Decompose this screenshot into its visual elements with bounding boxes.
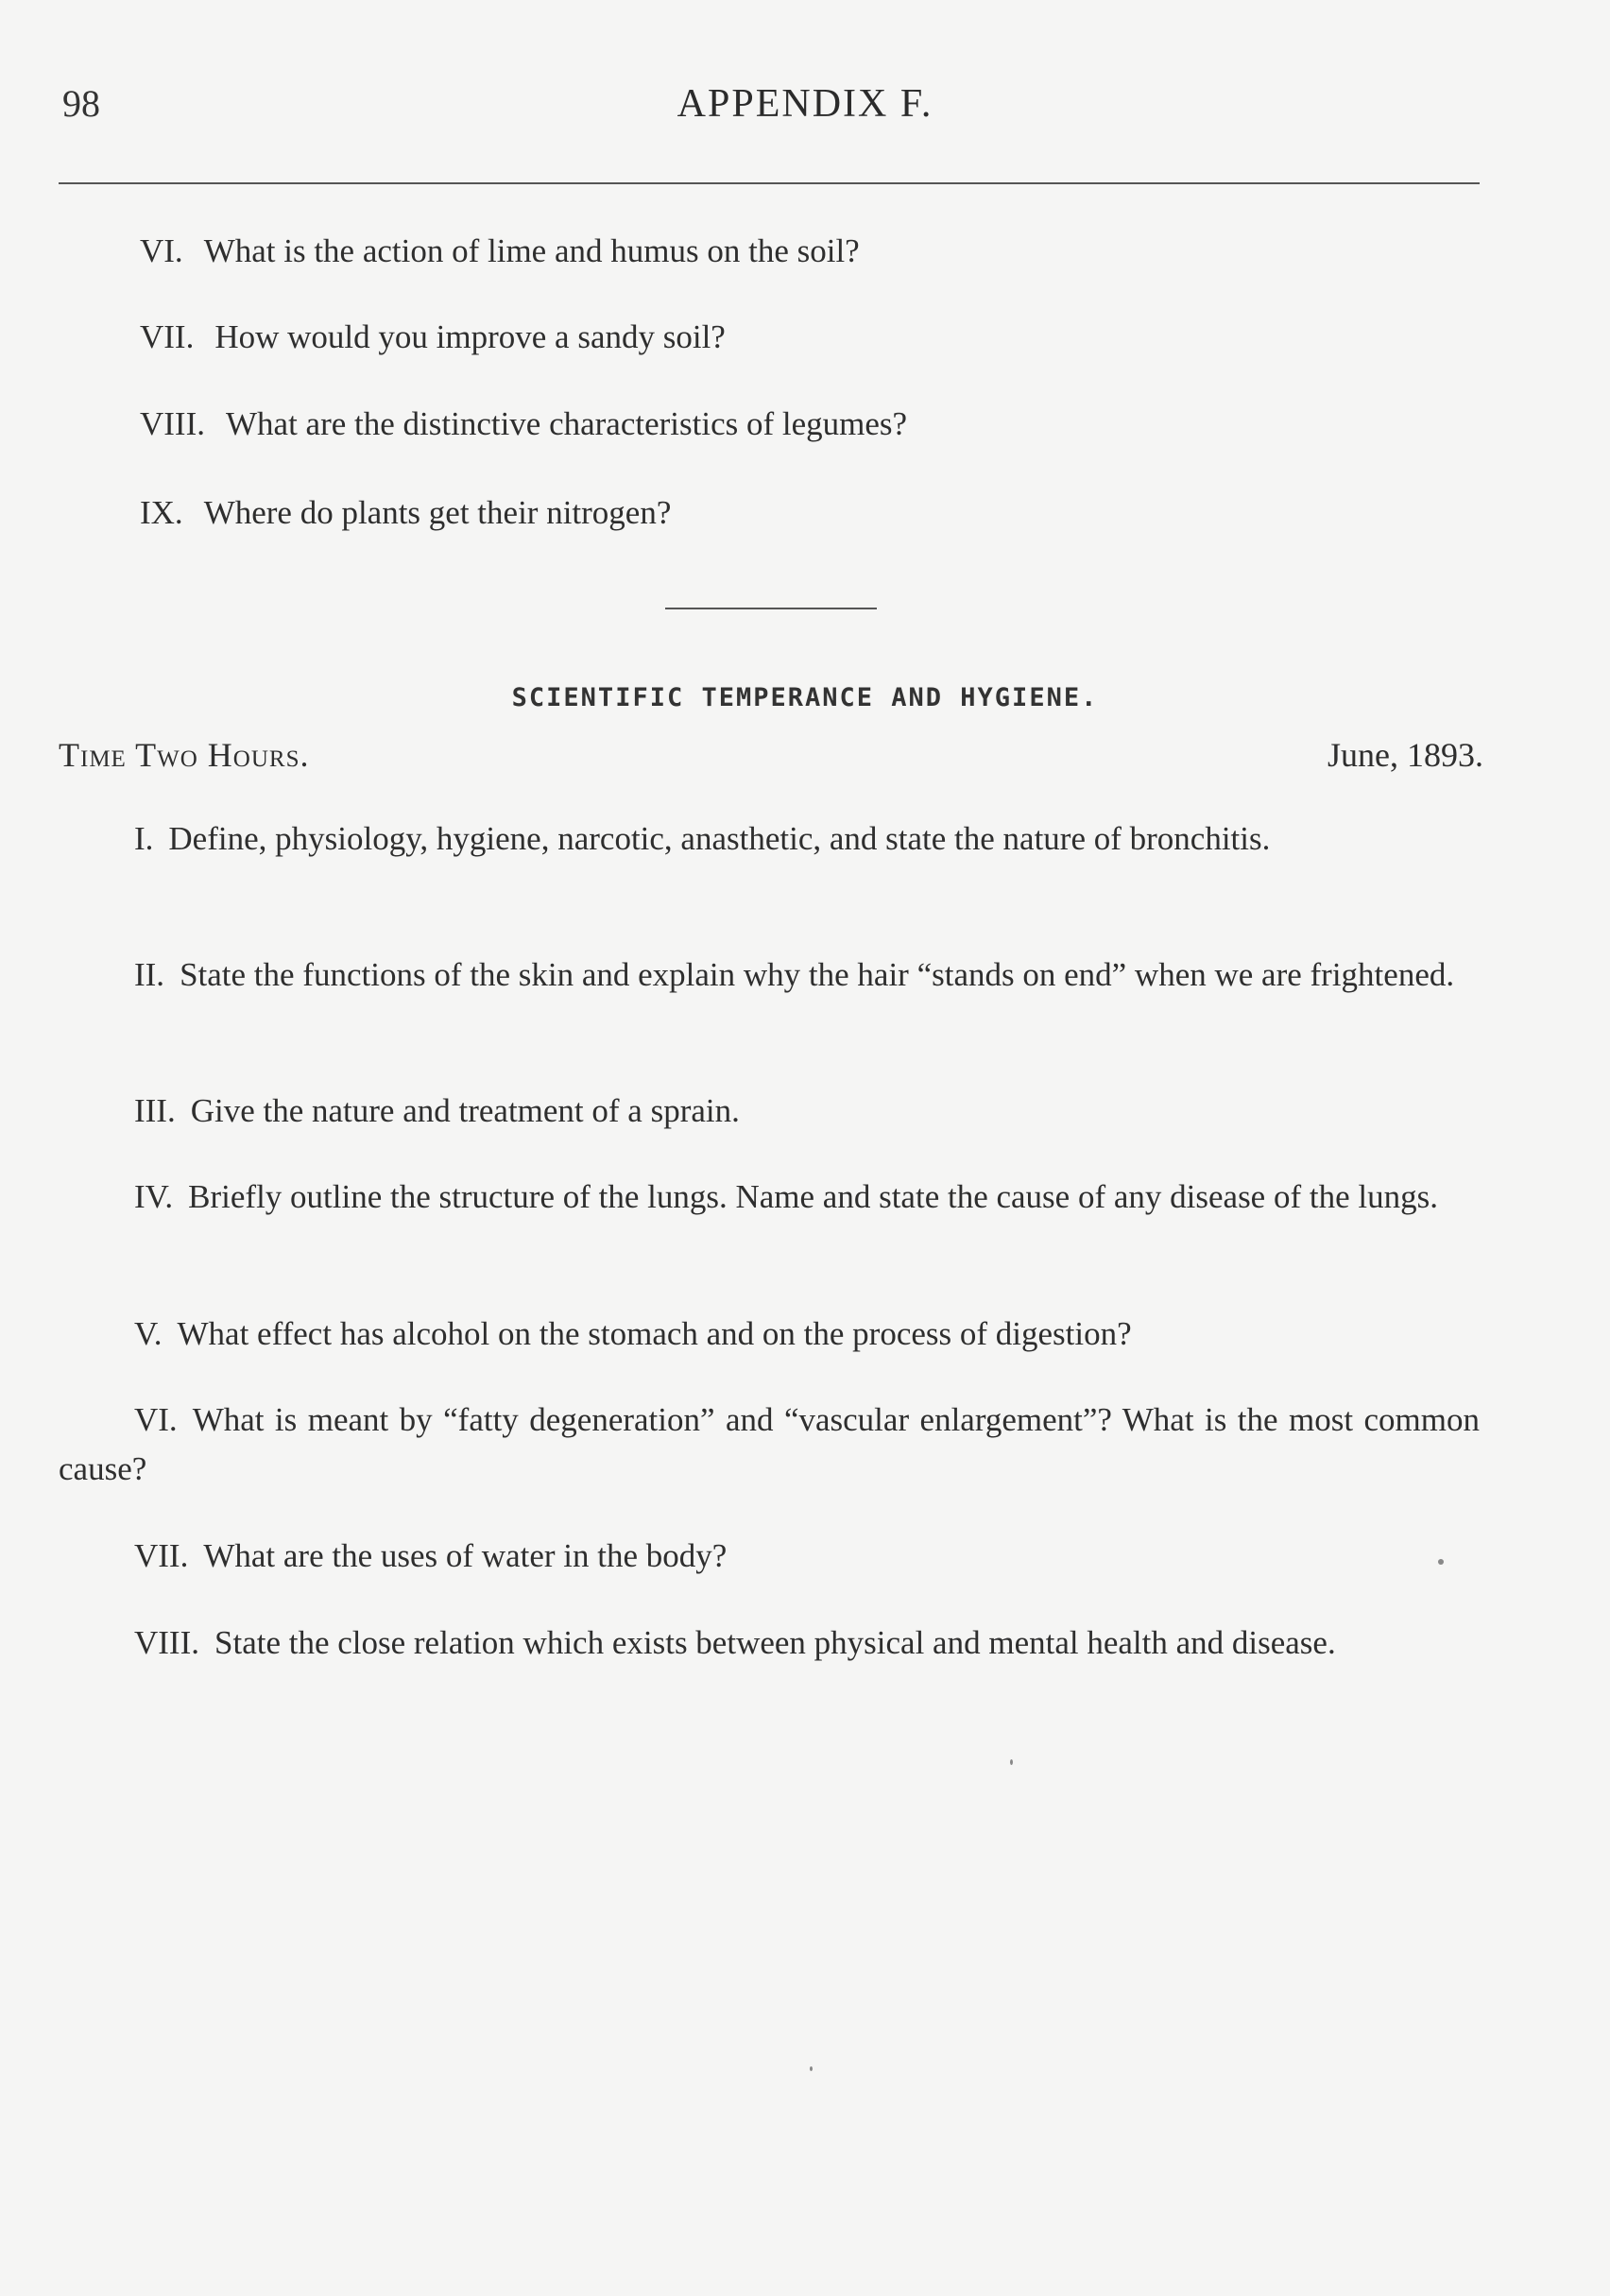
question-item xyxy=(59,1087,1480,1136)
question-number: VI. xyxy=(134,1401,178,1438)
ink-speck xyxy=(1438,1559,1444,1565)
ink-speck xyxy=(1010,1759,1013,1765)
question-item xyxy=(59,1310,1480,1359)
question-number: VIII. xyxy=(140,405,205,442)
question-text: How would you improve a sandy soil? xyxy=(214,318,726,355)
question-number: VII. xyxy=(140,318,195,355)
question-item xyxy=(140,488,671,538)
question-number: III. xyxy=(134,1092,176,1129)
question-text: Where do plants get their nitrogen? xyxy=(203,494,672,531)
question-item xyxy=(59,951,1480,1000)
question-text: Give the nature and treatment of a sprain. xyxy=(190,1092,740,1129)
question-number: II. xyxy=(134,956,165,993)
exam-duration: Time Two Hours. xyxy=(59,736,310,774)
question-item xyxy=(140,313,726,362)
question-item xyxy=(59,1396,1480,1494)
question-item xyxy=(140,227,860,276)
header-rule xyxy=(59,182,1480,184)
question-text: What are the distinctive characteristics of legumes? xyxy=(226,405,908,442)
question-text: State the close relation which exists between physical and mental health and disease. xyxy=(214,1624,1336,1661)
question-text: What is meant by “fatty degeneration” and “vascular enlargement”? What is the most common cause? xyxy=(59,1401,1480,1487)
question-text: Define, physiology, hygiene, narcotic, anasthetic, and state the nature of bronchitis. xyxy=(168,820,1271,857)
question-number: IV. xyxy=(134,1178,174,1215)
question-item xyxy=(59,1173,1480,1222)
question-item xyxy=(59,1532,1480,1581)
question-number: VIII. xyxy=(134,1624,199,1661)
question-number: V. xyxy=(134,1315,163,1352)
question-text: What effect has alcohol on the stomach and on the process of digestion? xyxy=(177,1315,1132,1352)
question-number: VII. xyxy=(134,1537,189,1574)
question-number: IX. xyxy=(140,494,183,531)
question-text: Briefly outline the structure of the lungs. Name and state the cause of any disease of the lungs. xyxy=(188,1178,1438,1215)
question-text: What is the action of lime and humus on the soil? xyxy=(203,232,860,269)
ink-speck xyxy=(810,2066,813,2071)
question-item xyxy=(59,1619,1480,1668)
section-title: SCIENTIFIC TEMPERANCE AND HYGIENE. xyxy=(511,683,1099,712)
question-number: I. xyxy=(134,820,154,857)
exam-date: June, 1893. xyxy=(1327,736,1483,774)
question-text: State the functions of the skin and explain why the hair “stands on end” when we are frightened. xyxy=(180,956,1455,993)
question-text: What are the uses of water in the body? xyxy=(203,1537,728,1574)
running-head: APPENDIX F. xyxy=(677,82,933,126)
question-item xyxy=(59,814,1480,864)
page-number: 98 xyxy=(62,82,100,125)
question-number: VI. xyxy=(140,232,183,269)
question-item xyxy=(140,400,907,449)
section-divider xyxy=(665,608,877,609)
